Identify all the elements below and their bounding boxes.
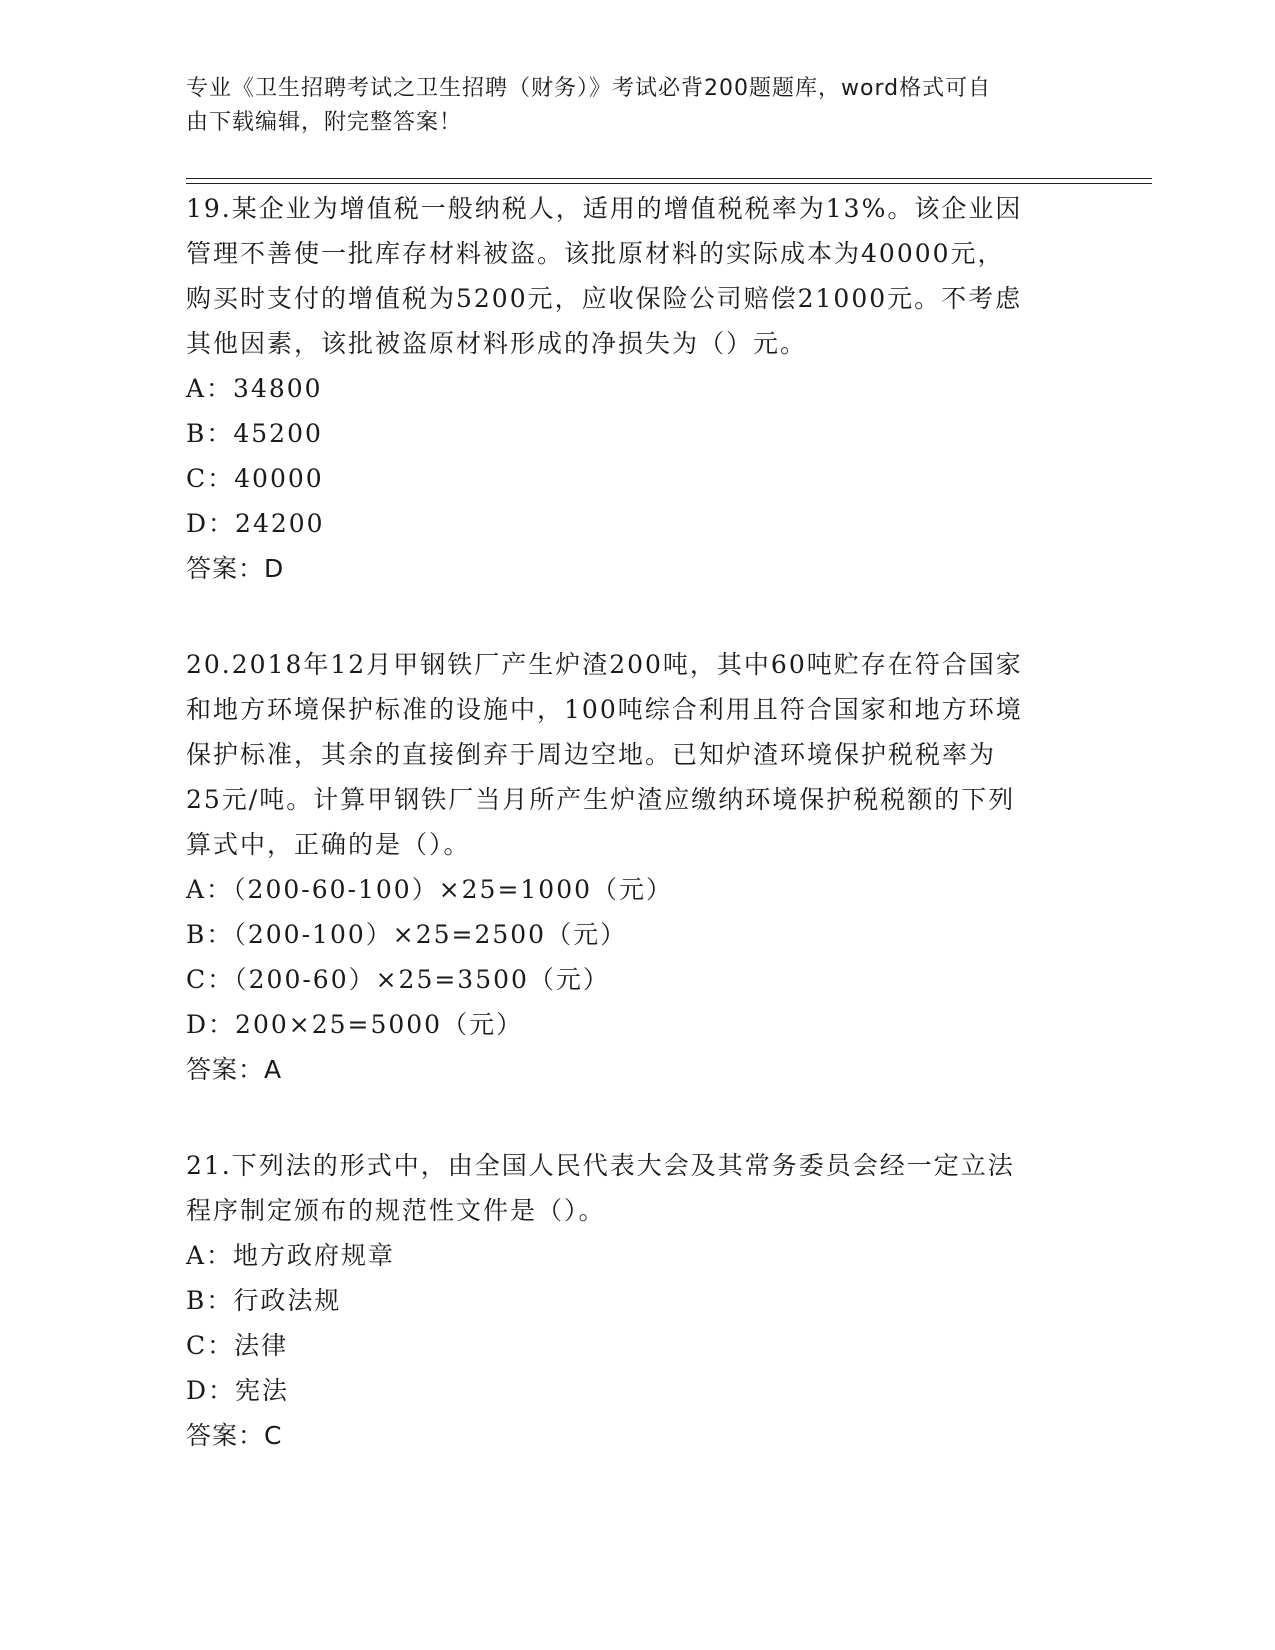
option-b: B：（200-100）×25=2500（元） xyxy=(186,920,628,949)
answer: 答案：A xyxy=(186,1055,283,1084)
question-stem-line: 算式中，正确的是（）。 xyxy=(186,830,471,859)
question-21 xyxy=(186,1143,1086,1458)
option-b: B：45200 xyxy=(186,419,323,448)
question-stem-line: 其他因素，该批被盗原材料形成的净损失为（）元。 xyxy=(186,329,808,358)
question-19 xyxy=(186,186,1086,591)
header-divider xyxy=(186,178,1152,184)
header-line-1: 专业《卫生招聘考试之卫生招聘（财务）》考试必背200题题库，word格式可自 xyxy=(186,76,992,101)
question-stem-line: 管理不善使一批库存材料被盗。该批原材料的实际成本为40000元， xyxy=(186,239,1005,268)
option-d: D：200×25=5000（元） xyxy=(186,1010,524,1039)
option-c: C：法律 xyxy=(186,1331,289,1360)
option-a: A：地方政府规章 xyxy=(186,1241,396,1270)
question-stem-line: 购买时支付的增值税为5200元，应收保险公司赔偿21000元。不考虑 xyxy=(186,284,1023,313)
question-stem-line: 保护标准，其余的直接倒弃于周边空地。已知炉渣环境保护税税率为 xyxy=(186,740,997,769)
question-stem-line: 21.下列法的形式中，由全国人民代表大会及其常务委员会经一定立法 xyxy=(186,1151,1015,1180)
page-header xyxy=(186,72,1066,140)
option-a: A：（200-60-100）×25=1000（元） xyxy=(186,875,674,904)
header-line-2: 由下载编辑，附完整答案！ xyxy=(186,110,463,135)
option-b: B：行政法规 xyxy=(186,1286,342,1315)
question-stem-line: 25元/吨。计算甲钢铁厂当月所产生炉渣应缴纳环境保护税税额的下列 xyxy=(186,785,1016,814)
answer: 答案：C xyxy=(186,1421,283,1450)
question-stem-line: 19.某企业为增值税一般纳税人，适用的增值税税率为13%。该企业因 xyxy=(186,194,1023,223)
option-c: C：（200-60）×25=3500（元） xyxy=(186,965,610,994)
option-d: D：24200 xyxy=(186,509,325,538)
question-stem-line: 和地方环境保护标准的设施中，100吨综合利用且符合国家和地方环境 xyxy=(186,695,1023,724)
question-stem-line: 程序制定颁布的规范性文件是（）。 xyxy=(186,1196,606,1225)
option-a: A：34800 xyxy=(186,374,323,403)
question-stem-line: 20.2018年12月甲钢铁厂产生炉渣200吨，其中60吨贮存在符合国家 xyxy=(186,650,1023,679)
question-20 xyxy=(186,642,1086,1092)
option-c: C：40000 xyxy=(186,464,324,493)
answer: 答案：D xyxy=(186,554,285,583)
option-d: D：宪法 xyxy=(186,1376,290,1405)
